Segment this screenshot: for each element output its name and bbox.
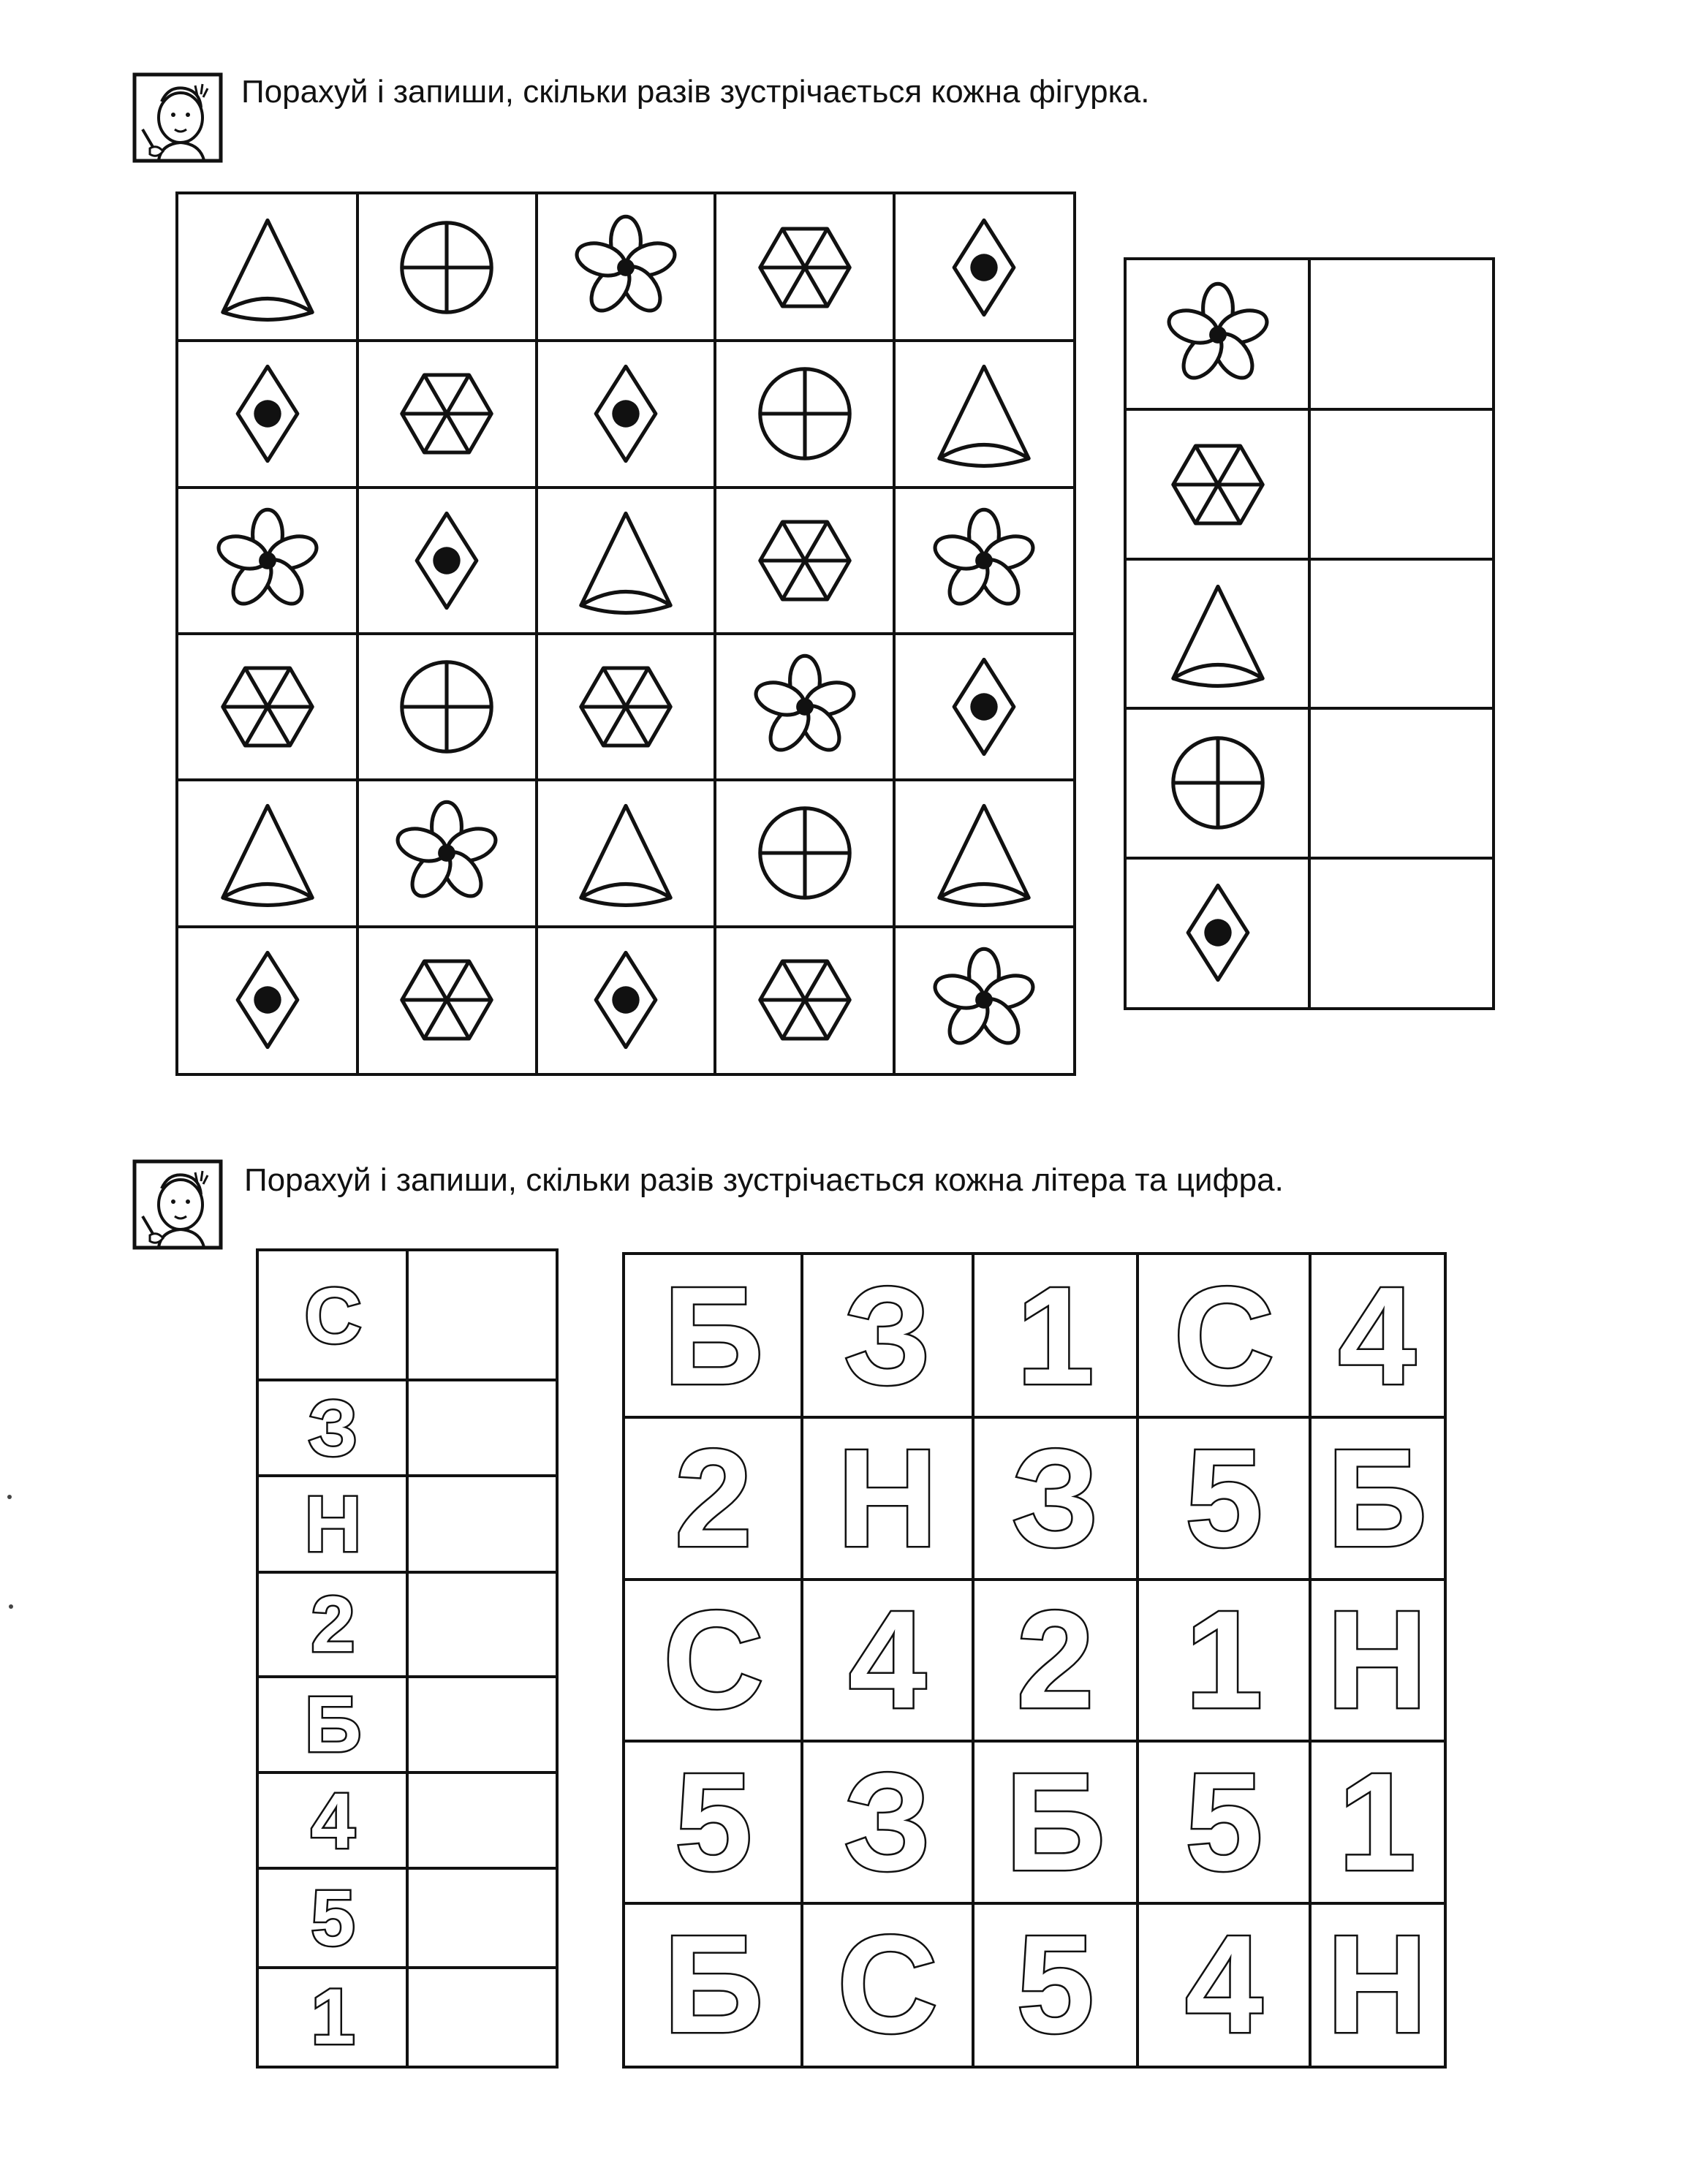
letter-key-label: 4 <box>311 1775 355 1865</box>
grid-cell <box>537 780 716 926</box>
grid-cell <box>715 780 894 926</box>
grid-cell <box>357 341 537 487</box>
letter-cell <box>973 1580 1138 1742</box>
answer-input-cell[interactable] <box>407 1677 556 1772</box>
letter-cell <box>973 1903 1138 2066</box>
letter-answer-table <box>256 1248 559 2069</box>
grid-cell <box>715 927 894 1073</box>
letter-cell <box>625 1741 802 1903</box>
shape-answer-table <box>1124 257 1495 1010</box>
grid-glyph: 1 <box>1338 1745 1416 1900</box>
letter-cell <box>1310 1741 1444 1903</box>
grid-glyph: 2 <box>1016 1582 1094 1738</box>
circle-cross-icon <box>743 352 867 476</box>
letter-cell <box>1138 1903 1310 2066</box>
grid-glyph: 1 <box>1016 1258 1094 1414</box>
grid-glyph: 2 <box>675 1420 752 1576</box>
grid-glyph: Б <box>663 1907 764 2063</box>
letter-cell <box>802 1580 973 1742</box>
diamond-dot-icon <box>922 205 1046 330</box>
grid-cell <box>894 341 1073 487</box>
letter-key-cell <box>259 1968 407 2066</box>
grid-cell <box>178 634 357 780</box>
letter-cell <box>625 1255 802 1417</box>
grid-glyph: Б <box>1005 1745 1105 1900</box>
hexagon-icon <box>564 645 688 769</box>
hexagon-icon <box>743 498 867 623</box>
answer-input-cell[interactable] <box>1309 559 1492 708</box>
grid-cell <box>715 341 894 487</box>
answer-input-cell[interactable] <box>407 1476 556 1571</box>
letter-key-label: Н <box>304 1479 362 1569</box>
grid-glyph: С <box>1173 1258 1274 1414</box>
letter-key-label: С <box>304 1271 362 1360</box>
letter-cell <box>625 1580 802 1742</box>
triangle-icon <box>1156 572 1280 696</box>
diamond-dot-icon <box>385 498 509 623</box>
task-icon-2 <box>132 1159 223 1250</box>
letter-cell <box>802 1255 973 1417</box>
letter-cell <box>1138 1741 1310 1903</box>
letter-cell <box>1138 1580 1310 1742</box>
circle-cross-icon <box>385 205 509 330</box>
diamond-dot-icon <box>564 938 688 1062</box>
grid-glyph: 4 <box>1338 1258 1416 1414</box>
grid-cell <box>357 194 537 341</box>
grid-glyph: 5 <box>675 1745 752 1900</box>
grid-cell <box>178 927 357 1073</box>
grid-cell <box>537 927 716 1073</box>
grid-glyph: 5 <box>1185 1420 1263 1576</box>
circle-cross-icon <box>385 645 509 769</box>
grid-glyph: З <box>844 1258 931 1414</box>
grid-glyph: С <box>837 1907 938 2063</box>
grid-cell <box>894 488 1073 634</box>
grid-cell <box>715 194 894 341</box>
grid-cell <box>357 634 537 780</box>
flower-icon <box>743 645 867 769</box>
answer-input-cell[interactable] <box>1309 260 1492 409</box>
letter-cell <box>625 1417 802 1580</box>
letter-key-cell <box>259 1677 407 1772</box>
letter-cell <box>1310 1255 1444 1417</box>
grid-cell <box>894 634 1073 780</box>
shape-key-cell <box>1127 409 1309 558</box>
letter-grid <box>622 1252 1447 2069</box>
circle-cross-icon <box>1156 721 1280 845</box>
answer-input-cell[interactable] <box>407 1572 556 1677</box>
hexagon-icon <box>205 645 330 769</box>
diamond-dot-icon <box>922 645 1046 769</box>
diamond-dot-icon <box>1156 871 1280 995</box>
letter-cell <box>1310 1903 1444 2066</box>
answer-input-cell[interactable] <box>407 1772 556 1868</box>
letter-cell <box>973 1255 1138 1417</box>
letter-cell <box>802 1417 973 1580</box>
letter-cell <box>802 1903 973 2066</box>
shape-key-cell <box>1127 858 1309 1007</box>
grid-glyph: Б <box>1327 1420 1427 1576</box>
grid-cell <box>178 488 357 634</box>
hexagon-icon <box>743 205 867 330</box>
grid-cell <box>537 194 716 341</box>
triangle-icon <box>922 791 1046 915</box>
letter-key-label: Б <box>304 1680 362 1769</box>
triangle-icon <box>922 352 1046 476</box>
hexagon-icon <box>1156 422 1280 547</box>
flower-icon <box>1156 273 1280 397</box>
grid-glyph: Н <box>837 1420 938 1576</box>
grid-cell <box>357 780 537 926</box>
letter-key-cell <box>259 1772 407 1868</box>
grid-glyph: 4 <box>1185 1907 1263 2063</box>
letter-key-cell <box>259 1572 407 1677</box>
letter-key-label: 5 <box>311 1873 355 1963</box>
answer-input-cell[interactable] <box>407 1380 556 1476</box>
grid-glyph: Н <box>1327 1582 1428 1738</box>
task-icon-1 <box>132 72 223 163</box>
grid-glyph: 5 <box>1016 1907 1094 2063</box>
grid-cell <box>894 194 1073 341</box>
circle-cross-icon <box>743 791 867 915</box>
triangle-icon <box>564 791 688 915</box>
letter-key-label: 2 <box>311 1580 355 1669</box>
grid-glyph: 4 <box>849 1582 926 1738</box>
diamond-dot-icon <box>205 938 330 1062</box>
grid-cell <box>537 488 716 634</box>
grid-cell <box>178 780 357 926</box>
flower-icon <box>922 498 1046 623</box>
triangle-icon <box>205 791 330 915</box>
grid-glyph: Н <box>1327 1907 1428 2063</box>
grid-cell <box>715 634 894 780</box>
answer-input-cell[interactable] <box>407 1868 556 1968</box>
diamond-dot-icon <box>564 352 688 476</box>
flower-icon <box>922 938 1046 1062</box>
letter-cell <box>1138 1417 1310 1580</box>
shape-grid <box>175 192 1076 1076</box>
grid-glyph: 5 <box>1185 1745 1263 1900</box>
instruction-1: Порахуй і запиши, скільки разів зустрічається кожна фігурка. <box>241 74 1150 110</box>
letter-key-label: З <box>308 1383 358 1472</box>
letter-cell <box>802 1741 973 1903</box>
hexagon-icon <box>385 938 509 1062</box>
letter-cell <box>1138 1255 1310 1417</box>
grid-glyph: С <box>663 1582 764 1738</box>
grid-cell <box>894 927 1073 1073</box>
grid-glyph: Б <box>663 1258 764 1414</box>
grid-cell <box>715 488 894 634</box>
flower-icon <box>564 205 688 330</box>
grid-glyph: 1 <box>1185 1582 1263 1738</box>
grid-cell <box>178 194 357 341</box>
thinking-child-icon <box>132 1159 223 1250</box>
grid-glyph: З <box>1012 1420 1100 1576</box>
diamond-dot-icon <box>205 352 330 476</box>
letter-key-cell <box>259 1868 407 1968</box>
letter-key-label: 1 <box>311 1972 355 2061</box>
answer-input-cell[interactable] <box>1309 409 1492 558</box>
grid-cell <box>537 634 716 780</box>
answer-input-cell[interactable] <box>407 1251 556 1380</box>
grid-glyph: З <box>844 1745 931 1900</box>
shape-key-cell <box>1127 559 1309 708</box>
scan-speck <box>9 1604 13 1609</box>
letter-key-cell <box>259 1380 407 1476</box>
shape-key-cell <box>1127 708 1309 857</box>
shape-key-cell <box>1127 260 1309 409</box>
hexagon-icon <box>385 352 509 476</box>
flower-icon <box>205 498 330 623</box>
letter-cell <box>1310 1580 1444 1742</box>
letter-key-cell <box>259 1476 407 1571</box>
flower-icon <box>385 791 509 915</box>
grid-cell <box>537 341 716 487</box>
instruction-2: Порахуй і запиши, скільки разів зустрічається кожна літера та цифра. <box>244 1162 1284 1198</box>
scan-speck <box>7 1495 12 1499</box>
answer-input-cell[interactable] <box>407 1968 556 2066</box>
hexagon-icon <box>743 938 867 1062</box>
triangle-icon <box>564 498 688 623</box>
grid-cell <box>357 927 537 1073</box>
letter-cell <box>1310 1417 1444 1580</box>
thinking-child-icon <box>132 72 223 163</box>
grid-cell <box>178 341 357 487</box>
letter-cell <box>973 1741 1138 1903</box>
triangle-icon <box>205 205 330 330</box>
letter-cell <box>625 1903 802 2066</box>
answer-input-cell[interactable] <box>1309 858 1492 1007</box>
letter-cell <box>973 1417 1138 1580</box>
answer-input-cell[interactable] <box>1309 708 1492 857</box>
grid-cell <box>894 780 1073 926</box>
letter-key-cell <box>259 1251 407 1380</box>
grid-cell <box>357 488 537 634</box>
